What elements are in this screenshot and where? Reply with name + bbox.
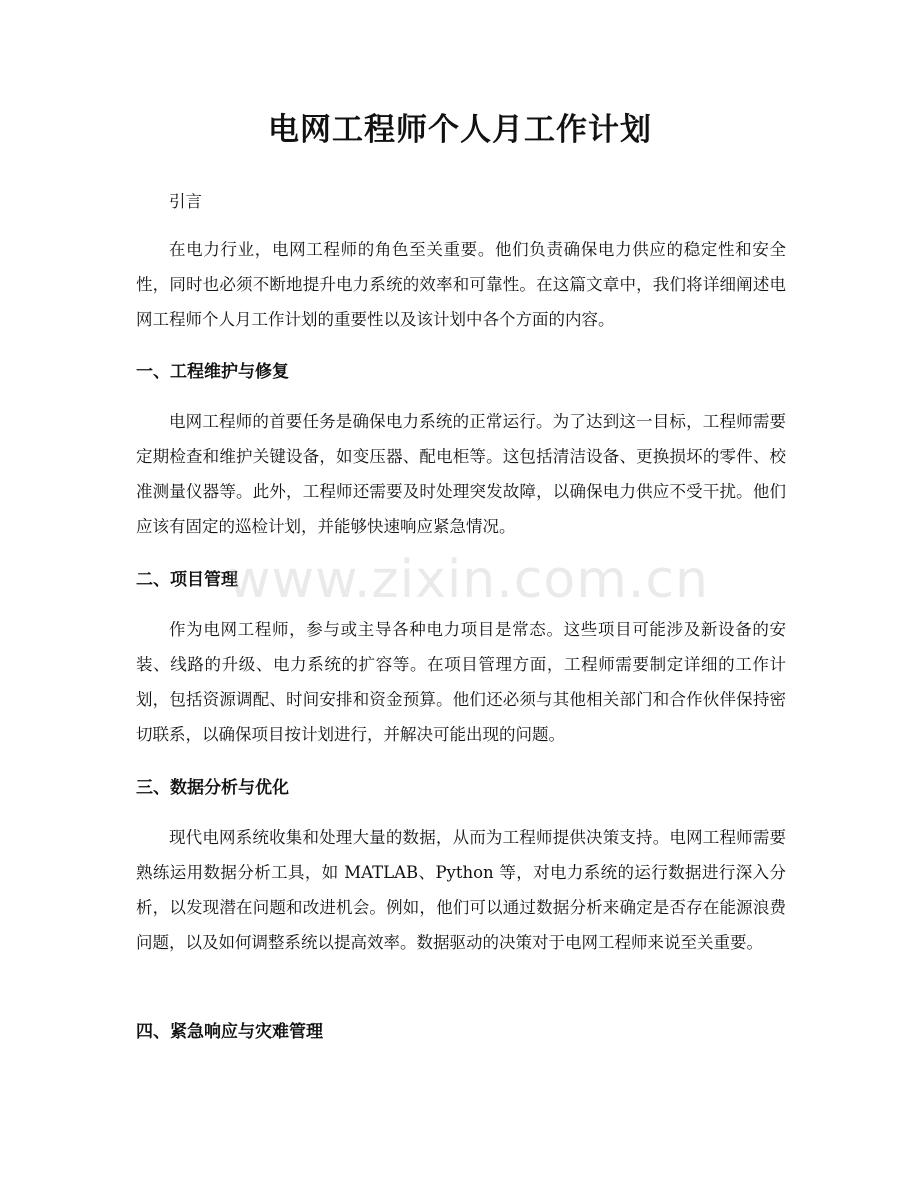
intro-paragraph: 在电力行业，电网工程师的角色至关重要。他们负责确保电力供应的稳定性和安全性，同时也必须不断地提升电力系统的效率和可靠性。在这篇文章中，我们将详细阐述电网工程师个人月工作计划的重要性以及该计划中各个方面的内容。 — [136, 240, 786, 329]
section-paragraph-project-management: 作为电网工程师，参与或主导各种电力项目是常态。这些项目可能涉及新设备的安装、线路的升级、电力系统的扩容等。在项目管理方面，工程师需要制定详细的工作计划，包括资源调配、时间安排和资金预算。他们还必须与其他相关部门和合作伙伴保持密切联系，以确保项目按计划进行，并解决可能出现的问题。 — [136, 620, 786, 744]
section-heading-project-management: 二、项目管理 — [136, 570, 238, 590]
section-paragraph-data-analysis: 现代电网系统收集和处理大量的数据，从而为工程师提供决策支持。电网工程师需要熟练运用数据分析工具，如 MATLAB、Python 等，对电力系统的运行数据进行深入分析，以发现潜在问题和改进机会。例如，他们可以通过数据分析来确定是否存在能源浪费问题，以及如何调整系统以提高效率。数据驱动的决策对于电网工程师来说至关重要。 — [136, 828, 786, 952]
section-heading-data-analysis: 三、数据分析与优化 — [136, 778, 289, 798]
section-heading-emergency: 四、紧急响应与灾难管理 — [136, 1022, 323, 1042]
page-title: 电网工程师个人月工作计划 — [268, 112, 652, 148]
intro-label: 引言 — [169, 192, 202, 211]
watermark: www.zixin.com.cn — [228, 550, 709, 610]
section-paragraph-maintenance: 电网工程师的首要任务是确保电力系统的正常运行。为了达到这一目标，工程师需要定期检查和维护关键设备，如变压器、配电柜等。这包括清洁设备、更换损坏的零件、校准测量仪器等。此外，工程师还需要及时处理突发故障，以确保电力供应不受干扰。他们应该有固定的巡检计划，并能够快速响应紧急情况。 — [136, 412, 786, 536]
section-heading-maintenance: 一、工程维护与修复 — [136, 362, 289, 382]
